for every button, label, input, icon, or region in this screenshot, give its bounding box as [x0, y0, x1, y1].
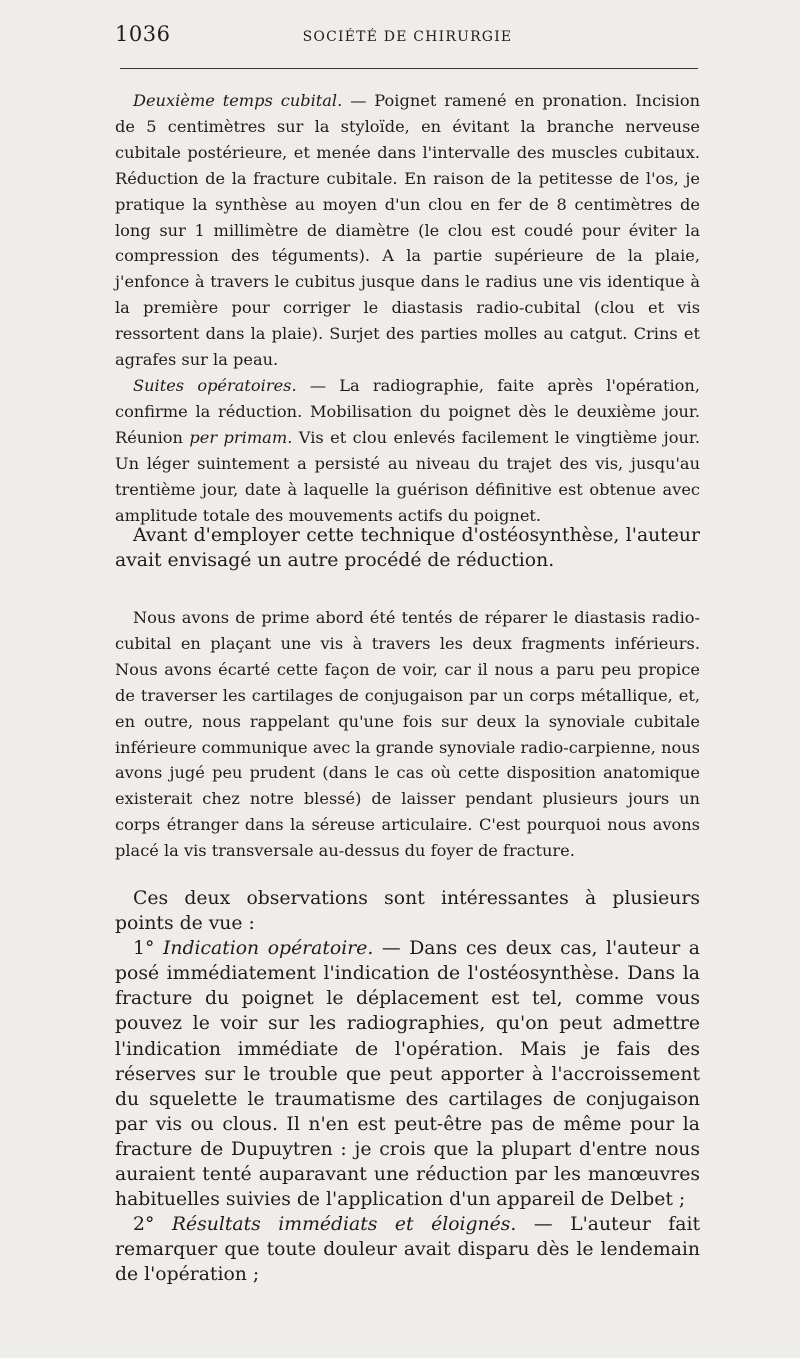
paragraph-text: — La radiographie, faite après l'opération, confirme la réduction. Mobilisation du poignet dès le deuxième jour. Réunion — [115, 375, 700, 447]
page-header — [115, 22, 700, 50]
section-label: Deuxième temps cubital. — [133, 91, 343, 110]
section-label: Suites opératoires. — [133, 375, 297, 395]
discussion-point-1 — [115, 936, 700, 1212]
author-quote — [115, 605, 700, 864]
header-rule — [120, 68, 698, 69]
discussion — [115, 886, 700, 1288]
discussion-intro: Ces deux observations sont intéressantes à plusieurs points de vue : — [115, 888, 700, 935]
case-paragraph-cubital — [115, 88, 700, 373]
point-number: 2° — [133, 1214, 172, 1236]
paragraph-text: . Vis et clou enlevés facilement le vingtième jour. Un léger suintement a persisté au niveau du trajet des vis, jusqu'au trentième jour, date à laquelle la guérison définitive est obtenue avec amplitude totale des mouvements actifs du poignet. — [115, 427, 700, 525]
point-number: 1° — [133, 938, 163, 960]
point-label: Indication opératoire. — [162, 938, 374, 960]
quote-text: Nous avons de prime abord été tentés de réparer le diastasis radio-cubital en plaçant une vis à travers les deux fragments inférieurs. Nous avons écarté cette façon de voir, car il nous a paru peu propice de traverser les cartilages de conjugaison par un corps métallique, et, en outre, nous rappelant qu'une fois sur deux la synoviale cubitale inférieure communique avec la grande synoviale radio-carpienne, nous avons jugé peu prudent (dans le cas où cette disposition anatomique existerait chez notre blessé) de laisser pendant plusieurs jours un corps étranger dans la séreuse articulaire. C'est pourquoi nous avons placé la vis transversale au-dessus du foyer de fracture. — [115, 608, 700, 861]
intro-text: Avant d'employer cette technique d'ostéosynthèse, l'auteur avait envisagé un autre procédé de réduction. — [115, 525, 700, 572]
paragraph-text: — Poignet ramené en pronation. Incision de 5 centimètres sur la styloïde, en évitant la branche nerveuse cubitale postérieure, et menée dans l'intervalle des muscles cubitaux. Réduction de la fracture cubitale. En raison de la petitesse de l'os, je pratique la synthèse au moyen d'un clou en fer de 8 centimètres de long sur 1 millimètre de diamètre (le clou est coudé pour éviter la compression des téguments). A la partie supérieure de la plaie, j'enfonce à travers le cubitus jusque dans le radius une vis identique à la première pour corriger le diastasis radio-cubital (clou et vis ressortent dans la plaie). Surjet des parties molles au catgut. Crins et agrafes sur la peau. — [115, 91, 700, 370]
running-title: SOCIÉTÉ DE CHIRURGIE — [302, 29, 513, 45]
intro-paragraph — [115, 523, 700, 573]
case-report — [115, 88, 700, 528]
latin-phrase: per primam — [189, 427, 288, 447]
page-number: 1036 — [115, 22, 171, 46]
discussion-point-2 — [115, 1212, 700, 1287]
point-label: Résultats immédiats et éloignés. — [171, 1214, 517, 1236]
case-paragraph-suites — [115, 373, 700, 528]
point-text: — L'auteur fait remarquer que toute douleur avait disparu dès le lendemain de l'opération ; — [115, 1214, 700, 1286]
point-text: — Dans ces deux cas, l'auteur a posé immédiatement l'indication de l'ostéosynthèse. Dans la fracture du poignet le déplacement est tel, comme vous pouvez le voir sur les radiographies, qu'on peut admettre l'indication immédiate de l'opération. Mais je fais des réserves sur le trouble que peut apporter à l'accroissement du squelette le traumatisme des cartilages de conjugaison par vis ou clous. Il n'en est peut-être pas de même pour la fracture de Dupuytren : je crois que la plupart d'entre nous auraient tenté auparavant une réduction par les manœuvres habituelles suivies de l'application d'un appareil de Delbet ; — [115, 938, 701, 1211]
